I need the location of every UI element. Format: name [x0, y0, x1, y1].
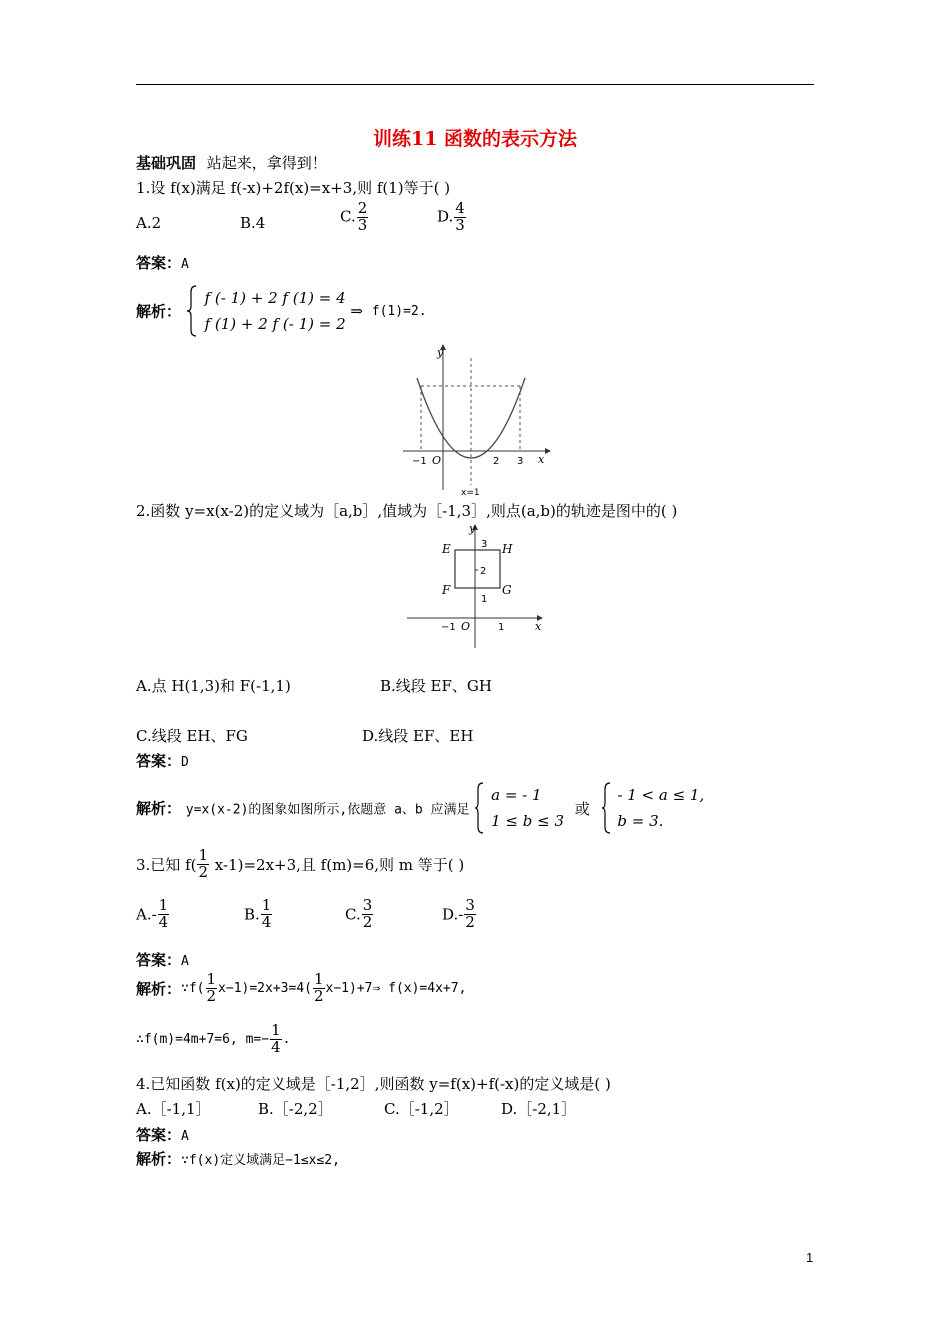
- section-label: 基础巩固: [136, 154, 197, 172]
- fig2-x-label: x: [535, 620, 542, 633]
- q2-analysis: 解析： y=x(x-2)的图象如图所示,依题意 a、b 应满足 a = - 1 1 ≤ b ≤ 3 或 - 1 < a ≤ 1, b = 3.: [136, 781, 704, 835]
- square-figure: [405, 520, 550, 650]
- fig1-tick-2: 2: [493, 456, 500, 467]
- point-e-label: E: [442, 542, 451, 556]
- left-brace-icon: [474, 781, 484, 835]
- fig2-tick-x1: 1: [498, 622, 505, 633]
- left-brace-icon: [186, 284, 198, 338]
- q4-analysis: 解析：∵f(x)定义域满足−1≤x≤2,: [136, 1150, 340, 1168]
- fig1-tick-3: 3: [517, 456, 524, 467]
- q2-stem: 2.函数 y=x(x-2)的定义域为［a,b］,值域为［-1,3］,则点(a,b)的轨迹是图中的( ): [136, 502, 678, 520]
- q2-system-1: a = - 1 1 ≤ b ≤ 3: [491, 786, 565, 830]
- q3-answer: 答案：A: [136, 951, 189, 969]
- q4-answer: 答案：A: [136, 1126, 189, 1144]
- header-rule: [136, 84, 814, 85]
- fig1-x-label: x: [538, 453, 545, 466]
- fig1-origin: O: [432, 454, 442, 467]
- q3-analysis-line1: 解析：∵f( $\frac{1}{2}$ x−1)=2x+3=4( $\frac{1}{2}$ x−1)+7⇒ f(x)=4x+7,: [136, 970, 467, 1005]
- q1-system: f (- 1) + 2 f (1) = 4 f (1) + 2 f (- 1) = 2: [204, 289, 346, 333]
- q2-option-d: D.线段 EF、EH: [362, 727, 474, 745]
- fig1-tick-m1: −1: [412, 456, 427, 467]
- fig2-tick-3: 3: [481, 539, 488, 550]
- q1-option-c: C. $\frac{2}{3}$: [340, 199, 368, 234]
- q1-analysis: 解析： f (- 1) + 2 f (1) = 4 f (1) + 2 f (- 1) = 2 ⇒ f(1)=2.: [136, 284, 427, 338]
- q4-option-b: B.［-2,2］: [258, 1100, 333, 1118]
- q2-option-a: A.点 H(1,3)和 F(-1,1): [136, 677, 291, 695]
- q1-stem: 1.设 f(x)满足 f(-x)+2f(x)=x+3,则 f(1)等于( ): [136, 179, 451, 197]
- q2-system-2: - 1 < a ≤ 1, b = 3.: [617, 786, 705, 830]
- x-axis-arrow-icon: [545, 448, 551, 454]
- point-h-label: H: [502, 542, 513, 556]
- left-brace-icon: [601, 781, 611, 835]
- fig1-y-label: y: [437, 346, 444, 359]
- q3-option-a: A.- $\frac{1}{4}$: [136, 896, 169, 931]
- fig2-origin: O: [461, 620, 471, 633]
- q4-option-a: A.［-1,1］: [136, 1100, 211, 1118]
- page-title: 训练11 函数的表示方法: [372, 128, 578, 150]
- q1-option-d: D. $\frac{4}{3}$: [437, 199, 465, 234]
- q2-answer: 答案：D: [136, 752, 189, 770]
- fig2-tick-2: 2: [480, 566, 487, 577]
- fig2-y-label: y: [469, 522, 476, 535]
- q3-option-b: B. $\frac{1}{4}$: [244, 896, 272, 931]
- square-efgh: [455, 550, 500, 588]
- q3-option-c: C. $\frac{3}{2}$: [345, 896, 373, 931]
- q1-answer: 答案：A: [136, 254, 189, 272]
- q2-option-b: B.线段 EF、GH: [380, 677, 492, 695]
- fig2-tick-m1: −1: [441, 622, 456, 633]
- q1-option-b: B.4: [240, 214, 266, 232]
- q3-option-d: D.- $\frac{3}{2}$: [442, 896, 475, 931]
- page-number: 1: [806, 1250, 814, 1265]
- q2-option-c: C.线段 EH、FG: [136, 727, 248, 745]
- point-g-label: G: [502, 583, 512, 597]
- section-slogan: 站起来，拿得到！: [206, 154, 327, 172]
- parabola-figure: [395, 340, 555, 500]
- q4-option-c: C.［-1,2］: [384, 1100, 459, 1118]
- fig2-tick-1: 1: [481, 594, 488, 605]
- point-f-label: F: [442, 583, 451, 597]
- q3-stem: 3.已知 f( $\frac{1}{2}$ x-1)=2x+3,且 f(m)=6,则 m 等于( ): [136, 846, 465, 881]
- section-heading: [136, 152, 327, 173]
- q4-stem: 4.已知函数 f(x)的定义域是［-1,2］,则函数 y=f(x)+f(-x)的定义域是( ): [136, 1075, 611, 1093]
- fig1-symmetry-label: x=1: [461, 488, 480, 498]
- q3-analysis-line2: ∴f(m)=4m+7=6, m=− $\frac{1}{4}$ .: [136, 1021, 291, 1056]
- q4-option-d: D.［-2,1］: [501, 1100, 577, 1118]
- q1-option-a: A.2: [136, 214, 162, 232]
